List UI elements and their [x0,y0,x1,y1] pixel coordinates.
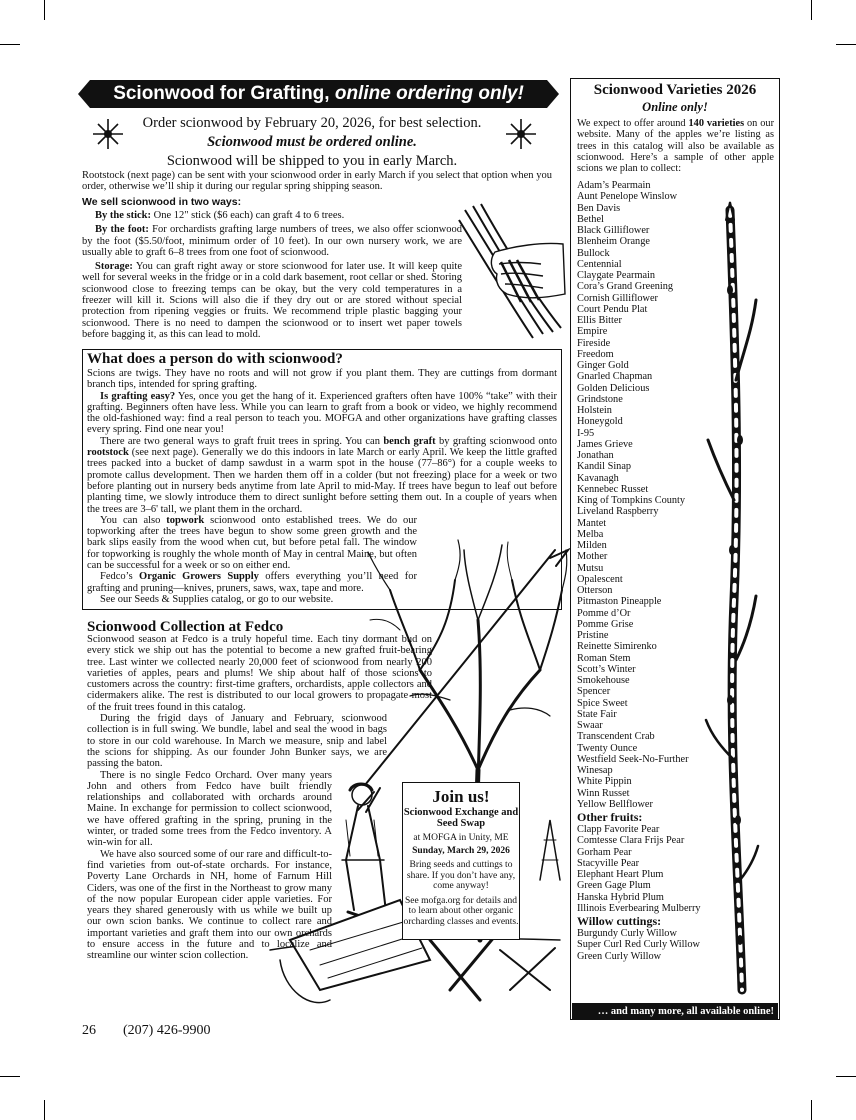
varieties-intro-text: on our website. Many of the apples we’re listing as trees in this catalog will also be available as scionwood. Here’s a sample of other apple scions we plan to collect: [577,118,774,175]
varieties-intro [577,118,774,174]
variety-section-heading: Willow cuttings: [577,914,662,928]
variety-item: Westfield Seek-No-Further [577,753,689,765]
variety-item: Opalescent [577,573,623,585]
varieties-subtitle: Online only! [642,100,708,114]
variety-item: Otterson [577,585,613,596]
stick-text: One 12" stick ($6 each) can graft 4 to 6 trees. [151,210,345,221]
varieties-title: Scionwood Varieties 2026 [593,82,757,98]
variety-item: Smokehouse [577,675,630,686]
page-number: 26 [82,1023,96,1038]
variety-item: Pristine [577,630,609,641]
variety-item: Illinois Everbearing Mulberry [577,902,701,914]
variety-item: Cornish Gilliflower [577,292,658,304]
scion-branch-illustration [700,200,760,1000]
event-details-link[interactable]: See mofga.org for details and to learn about other organic orcharding classes and events. [403,895,519,927]
foot-text: For orchardists grafting large numbers of trees, we also offer scionwood by the foot ($5.50/foot, minimum order of 10 feet). In our own nursery work, we are usually able to graft 6–8 trees from one foot of scionwood. [82,224,462,258]
bench-graft-term: bench graft [383,435,436,447]
variety-item: Yellow Bellflower [577,798,653,810]
star-icon [505,118,537,150]
crop-mark [836,44,856,45]
variety-item: Spice Sweet [577,697,628,709]
variety-item: State Fair [577,708,617,720]
stick-label: By the stick: [95,210,151,221]
variety-item: Melba [577,528,604,540]
variety-item: Super Curl Red Curly Willow [577,939,700,951]
variety-item: White Pippin [577,776,632,788]
crop-mark [44,0,45,20]
phone-number[interactable]: (207) 426-9900 [123,1023,211,1038]
variety-item: Holstein [577,405,612,416]
collection-p4: We have also sourced some of our rare and difficult-to-find varieties from out-of-state orchards. For instance, Poverty Lane Orchards in NH, home of Farnum Hill Ciders, was one of the first in the Northeast to grow many of the now popular European cider apple varieties. For years they shared generously with us while we built up our own scion banks. We continue to collect rare and important varieties and graft them into our own orchards to ensure access in the future and to localize and streamline our winter scion collection. [87,848,332,962]
variety-count: 140 varieties [688,118,745,129]
variety-item: Grindstone [577,393,623,405]
page-title: Scionwood for Grafting, online ordering only! [113,83,524,104]
what-p4: scionwood onto established trees. We do our topworking after the trees have begun to show some green growth and the bark slips easily from the wood when cut, but before petal fall. The window for topworking is roughly the whole month of May in central Maine, but often can be successful for a week or so on either end. [87,514,417,572]
variety-item: Mutsu [577,562,604,574]
event-description: Bring seeds and cuttings to share. If you don’t have any, come anyway! [406,860,516,891]
variety-item: Golden Delicious [577,382,650,394]
variety-item: Kandil Sinap [577,461,632,473]
variety-item: Empire [577,326,608,338]
event-date: Sunday, March 29, 2026 [412,846,510,856]
variety-item: Transcendent Crab [577,731,655,743]
what-to-do-heading: What does a person do with scionwood? [87,351,343,367]
what-p4: You can also [100,514,167,526]
hand-with-scions-illustration [455,202,567,340]
variety-item: Pomme Grise [577,618,634,630]
topwork-term: topwork [166,514,205,526]
variety-item: Ginger Gold [577,360,629,371]
variety-item: Adam’s Pearmain [577,180,651,191]
variety-item: Freedom [577,348,614,360]
variety-section-heading: Other fruits: [577,810,643,824]
variety-item: King of Tompkins County [577,495,686,506]
variety-item: Twenty Ounce [577,742,638,754]
variety-item: Burgundy Curly Willow [577,928,677,939]
variety-item: Mantet [577,517,607,529]
what-p3: There are two general ways to graft fruit trees in spring. You can [100,435,384,447]
crop-mark [811,0,812,20]
two-ways-heading: We sell scionwood in two ways: [82,196,242,208]
variety-item: Roman Stem [577,652,631,664]
variety-item: Comtesse Clara Frijs Pear [577,835,685,847]
variety-item: Hanska Hybrid Plum [577,891,664,903]
variety-item: Green Gage Plum [577,880,651,892]
variety-item: Milden [577,540,607,551]
variety-item: Black Gilliflower [577,225,650,236]
two-ways-section [82,210,462,343]
variety-item: Liveland Raspberry [577,506,659,518]
event-location: at MOFGA in Unity, ME [413,833,509,843]
variety-item: Pitmaston Pineapple [577,596,662,608]
what-p1: Scions are twigs. They have no roots and will not grow if you plant them. They are cuttings from dormant branch tips, intended for spring grafting. [87,368,557,391]
variety-item: Winesap [577,765,613,776]
join-us-heading: Join us! [432,787,490,806]
variety-item: Kavanagh [577,472,619,484]
variety-item: Centennial [577,258,622,270]
variety-item: Kennebec Russet [577,483,649,495]
crop-mark [836,1076,856,1077]
title-banner [78,80,559,108]
variety-item: Cora’s Grand Greening [577,281,674,293]
variety-item: Court Pendu Plat [577,303,648,315]
variety-item: Claygate Pearmain [577,270,656,281]
rootstock-note: Rootstock (next page) can be sent with your scionwood order in early March if you select that option when you order, otherwise we’ll ship it during our regular spring shipping season. [82,170,552,193]
shipping-notice: Scionwood will be shipped to you in early March. [166,153,458,169]
what-p3: by grafting scionwood onto [435,435,558,447]
online-only-notice: Scionwood must be ordered online. [207,134,417,150]
what-p5: offers everything you’ll need for grafting and pruning—knives, pruners, saws, wax, tape and more. [87,571,418,594]
storage-text: You can graft right away or store scionwood for later use. It will keep quite well for several weeks in the fridge or in a cold dark basement, root cellar or shed. Storing scionwood close to freezing temps can be okay, but the very cold temperatures in a freezer will kill it. Scions will also die if they dry out or are stored without special protection from ripening veggies or fruits. We recommend triple plastic bagging your scionwood. There is no need to dampen the scionwood or to insert wet paper towels before bagging it, as this can lead to mold. [82,261,462,340]
variety-item: Mother [577,551,608,563]
organic-growers-supply-term: Organic Growers Supply [139,571,259,583]
variety-item: Scott’s Winter [577,663,636,675]
collection-text [87,634,432,962]
variety-item: Honeygold [577,416,623,428]
varieties-footer: … and many more, all available online! [572,1003,778,1020]
variety-item: Elephant Heart Plum [577,869,664,880]
variety-item: Blenheim Orange [577,236,650,248]
crop-mark [44,1100,45,1120]
variety-item: I-95 [577,427,595,439]
what-p6: See our Seeds & Supplies catalog, or go to our website. [100,593,334,605]
what-p2: Yes, once you get the hang of it. Experienced grafters often have 100% “take” with their grafting. Beginners often have less. While you can learn to graft from a book or video, we highly recommend the old-fashioned way: find a real person to teach you. MOFGA and other organizations have grafting classes every spring. Find one near you! [87,390,557,436]
collection-p1: Scionwood season at Fedco is a truly hopeful time. Each tiny dormant bud on every stick we ship out has the potential to become a new grafted fruit-bearing tree. Last winter we collected nearly 20,000 feet of scionwood from nearly 200 varieties of apples, pears and plums! We ship about half of those scions to customers across the country: first-time grafters, orchardists, apple collectors and cidermakers alike. The rest is distributed to our local growers to propagate most of the fruit trees found in this catalog. [87,634,432,713]
variety-item: Spencer [577,686,611,698]
variety-item: Aunt Penelope Winslow [577,191,678,203]
collection-p3: There is no single Fedco Orchard. Over many years John and others from Fedco have built friendly relationships and collaborated with orchards around Maine. In exchange for permission to collect scionwood, we have offered grafting in the spring, pruning in the winter, or traded some trees from the Fedco inventory. A win-win for all. [87,769,332,849]
variety-item: Gnarled Chapman [577,371,653,383]
foot-label: By the foot: [95,224,149,236]
what-p5: Fedco’s [100,571,140,583]
join-us-box [402,782,520,940]
crop-mark [0,44,20,45]
crop-mark [811,1100,812,1120]
collection-p2: During the frigid days of January and February, scionwood collection is in full swing. We bundle, label and seal the wood in bags to store in our cold warehouse. In March we measure, snip and label the scions for shipping. As our founder John Bunker says, we are passing the baton. [87,713,387,770]
variety-item: Stacyville Pear [577,857,640,869]
variety-item: Green Curly Willow [577,950,662,962]
variety-item: Pomme d’Or [577,607,631,619]
storage-label: Storage: [95,261,133,273]
rootstock-term: rootstock [87,447,129,459]
variety-item: Fireside [577,337,611,349]
varieties-intro-text: We expect to offer around [577,118,689,129]
variety-item: Bethel [577,213,604,225]
variety-item: Gorham Pear [577,846,632,858]
collection-heading: Scionwood Collection at Fedco [87,619,284,635]
variety-item: Swaar [577,720,603,731]
variety-item: Bullock [577,247,610,259]
order-intro [118,114,506,171]
crop-mark [0,1076,20,1077]
event-name: Scionwood Exchange and Seed Swap [403,807,519,829]
variety-item: Ben Davis [577,202,621,214]
variety-item: James Grieve [577,438,633,450]
variety-item: Clapp Favorite Pear [577,824,660,835]
grafting-easy-label: Is grafting easy? [100,390,176,402]
order-deadline: Order scionwood by February 20, 2026, for best selection. [142,115,482,131]
variety-item: Jonathan [577,450,614,461]
variety-item: Winn Russet [577,787,630,799]
variety-item: Ellis Bitter [577,315,622,326]
variety-item: Reinette Simirenko [577,641,657,653]
what-p3: (see next page). Generally we do this indoors in late March or early April. We keep the little grafted trees packed into a bucket of damp sawdust in a warm spot in the house (77–86°) for a couple weeks to promote callus development. Then we harden them off in a colder (but not freezing) place for a week or two before planting out in nursery beds anytime from late April to mid-May. If trees have begun to leaf out before planting time, we slowly introduce them to direct sunlight before setting them out. In a couple of years when the trees are 3–6' tall, we plant them in the orchard. [87,447,557,515]
